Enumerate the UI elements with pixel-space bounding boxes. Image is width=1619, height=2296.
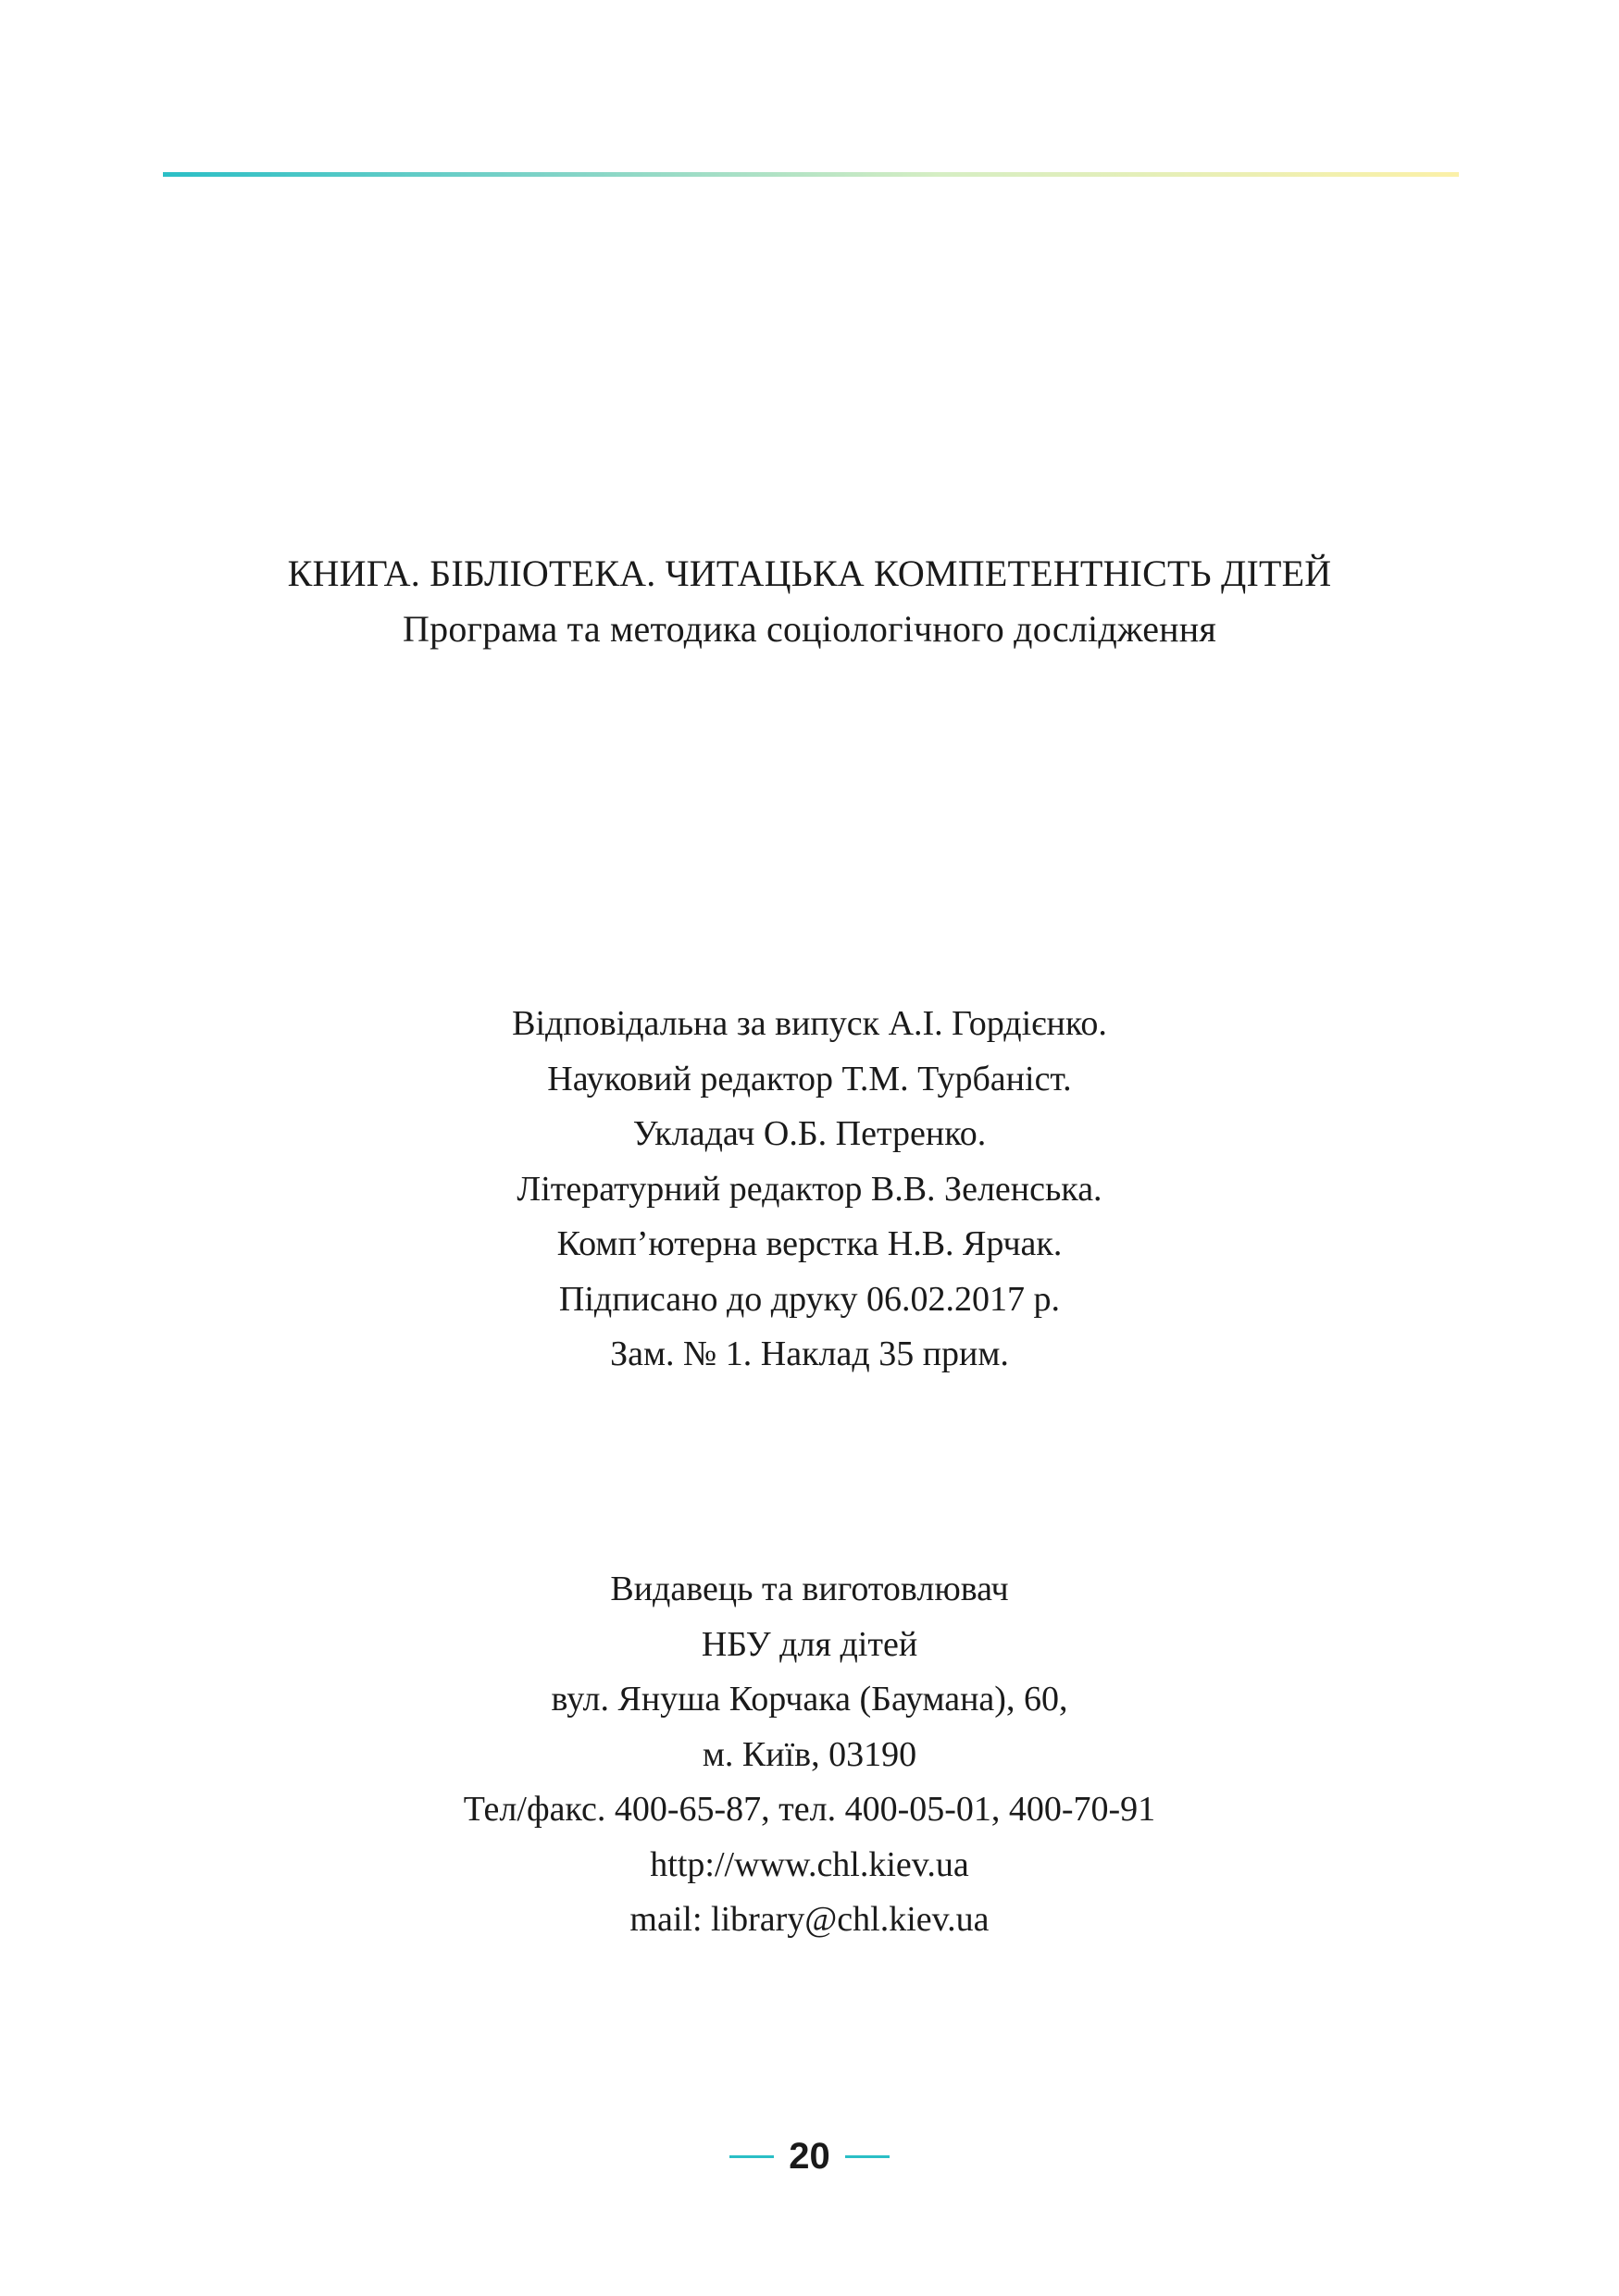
credit-line-signed: Підписано до друку 06.02.2017 р. bbox=[558, 1279, 1061, 1319]
credit-line-responsible: Відповідальна за випуск А.І. Гордієнко. bbox=[512, 1004, 1107, 1043]
footer-dash-right bbox=[845, 2155, 890, 2158]
title-block bbox=[0, 546, 1619, 657]
book-title: КНИГА. БІБЛІОТЕКА. ЧИТАЦЬКА КОМПЕТЕНТНІСТЬ ДІТЕЙ bbox=[287, 552, 1332, 594]
publisher-heading: Видавець та виготовлювач bbox=[610, 1570, 1009, 1608]
credit-line-science-editor: Науковий редактор Т.М. Турбаніст. bbox=[547, 1059, 1072, 1098]
header-gradient-rule bbox=[163, 172, 1459, 177]
book-subtitle: Програма та методика соціологічного дослідження bbox=[403, 608, 1216, 650]
credit-line-order: Зам. № 1. Наклад 35 прим. bbox=[610, 1334, 1009, 1373]
credit-line-literary-editor: Літературний редактор В.В. Зеленська. bbox=[517, 1169, 1102, 1209]
publisher-city: м. Київ, 03190 bbox=[702, 1734, 917, 1774]
footer-dash-left bbox=[729, 2155, 774, 2158]
publisher-email: mail: library@chl.kiev.ua bbox=[629, 1900, 990, 1939]
page-number: 20 bbox=[789, 2135, 830, 2177]
publisher-block bbox=[0, 1562, 1619, 1948]
credits-block bbox=[0, 997, 1619, 1383]
page-footer bbox=[0, 2128, 1619, 2184]
credit-line-compiler: Укладач О.Б. Петренко. bbox=[632, 1114, 987, 1153]
credit-line-layout: Комп’ютерна верстка Н.В. Ярчак. bbox=[556, 1224, 1063, 1263]
publisher-name: НБУ для дітей bbox=[701, 1624, 918, 1664]
publisher-phones: Тел/факс. 400-65-87, тел. 400-05-01, 400-70-91 bbox=[463, 1790, 1156, 1829]
publisher-website: http://www.chl.kiev.ua bbox=[650, 1844, 969, 1884]
publisher-street: вул. Януша Корчака (Баумана), 60, bbox=[551, 1680, 1068, 1719]
